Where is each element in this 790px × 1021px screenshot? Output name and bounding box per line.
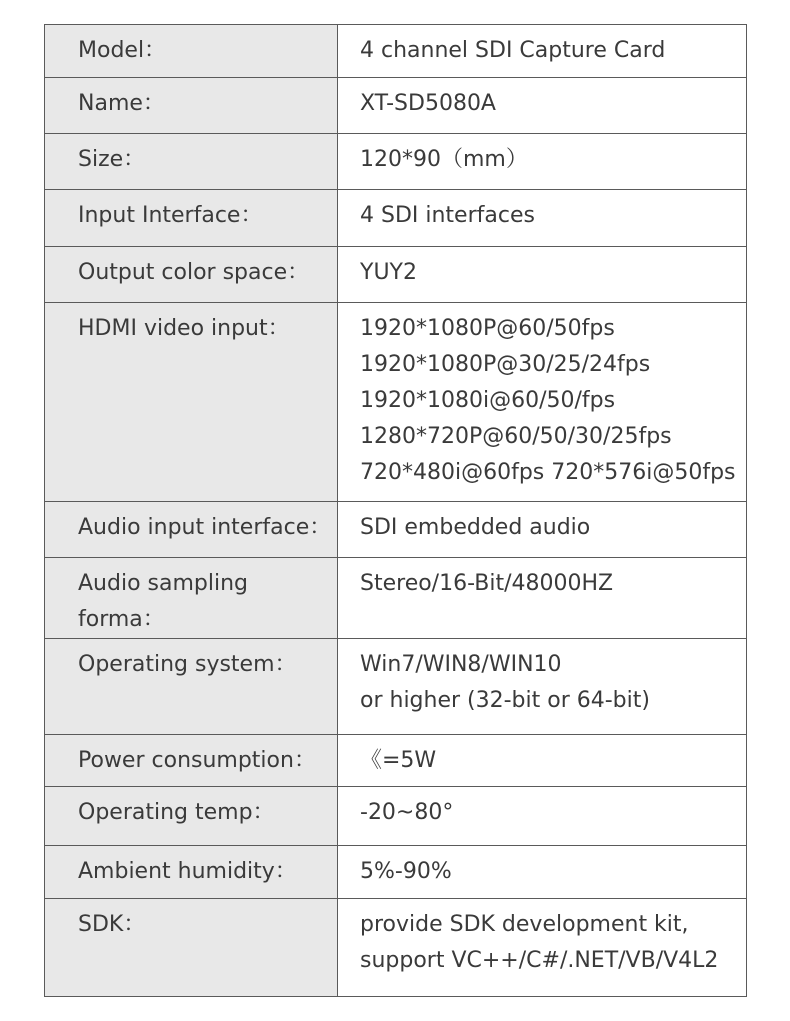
spec-table [44, 24, 747, 997]
spec-row-audio-sampling-format [45, 558, 747, 639]
spec-value [338, 134, 747, 190]
spec-value [338, 190, 747, 247]
spec-label: Output color space： [45, 247, 338, 303]
spec-label: Ambient humidity： [45, 846, 338, 899]
spec-value-line: -20~80° [360, 800, 454, 825]
spec-row-power-consumption [45, 735, 747, 787]
spec-label: Model： [45, 25, 338, 78]
spec-value [338, 899, 747, 997]
spec-value-line: 《=5W [360, 748, 437, 773]
spec-value [338, 558, 747, 639]
spec-value-line: 5%-90% [360, 859, 452, 884]
spec-row-ambient-humidity [45, 846, 747, 899]
spec-value-line: Win7/WIN8/WIN10 [360, 652, 562, 677]
spec-value-line: 1920*1080P@60/50fps [360, 316, 615, 341]
spec-value-line: 4 channel SDI Capture Card [360, 38, 666, 63]
spec-label: Power consumption： [45, 735, 338, 787]
spec-label: SDK： [45, 899, 338, 997]
spec-value-line: 4 SDI interfaces [360, 203, 535, 228]
spec-row-name [45, 78, 747, 134]
spec-value [338, 735, 747, 787]
spec-value [338, 846, 747, 899]
spec-row-operating-system [45, 639, 747, 735]
spec-label: Name： [45, 78, 338, 134]
spec-value [338, 787, 747, 846]
spec-row-size [45, 134, 747, 190]
spec-row-hdmi-video-input [45, 303, 747, 502]
spec-label: Audio input interface： [45, 502, 338, 558]
spec-value-line: Stereo/16-Bit/48000HZ [360, 571, 614, 596]
spec-value-line: 1920*1080i@60/50/fps [360, 388, 616, 413]
spec-value-line: XT-SD5080A [360, 91, 496, 116]
spec-label: Operating temp： [45, 787, 338, 846]
spec-row-output-color-space [45, 247, 747, 303]
spec-row-operating-temp [45, 787, 747, 846]
spec-value [338, 78, 747, 134]
spec-value-line: support VC++/C#/.NET/VB/V4L2 [360, 948, 719, 973]
spec-value-line: 1280*720P@60/50/30/25fps [360, 424, 672, 449]
spec-label: Input Interface： [45, 190, 338, 247]
spec-label: HDMI video input： [45, 303, 338, 502]
spec-row-input-interface [45, 190, 747, 247]
spec-row-sdk [45, 899, 747, 997]
spec-row-model [45, 25, 747, 78]
spec-value-line: provide SDK development kit, [360, 912, 689, 937]
spec-row-audio-input-interface [45, 502, 747, 558]
spec-label: Audio sampling forma： [45, 558, 338, 639]
spec-label: Size： [45, 134, 338, 190]
spec-value-line: YUY2 [360, 260, 417, 285]
spec-value [338, 247, 747, 303]
spec-value [338, 502, 747, 558]
spec-value [338, 639, 747, 735]
spec-value [338, 25, 747, 78]
spec-value-line: or higher (32-bit or 64-bit) [360, 688, 650, 713]
spec-value-line: 120*90（mm） [360, 147, 528, 172]
spec-value-line: 1920*1080P@30/25/24fps [360, 352, 651, 377]
spec-value [338, 303, 747, 502]
spec-value-line: 720*480i@60fps 720*576i@50fps [360, 460, 736, 485]
spec-value-line: SDI embedded audio [360, 515, 591, 540]
spec-label: Operating system： [45, 639, 338, 735]
